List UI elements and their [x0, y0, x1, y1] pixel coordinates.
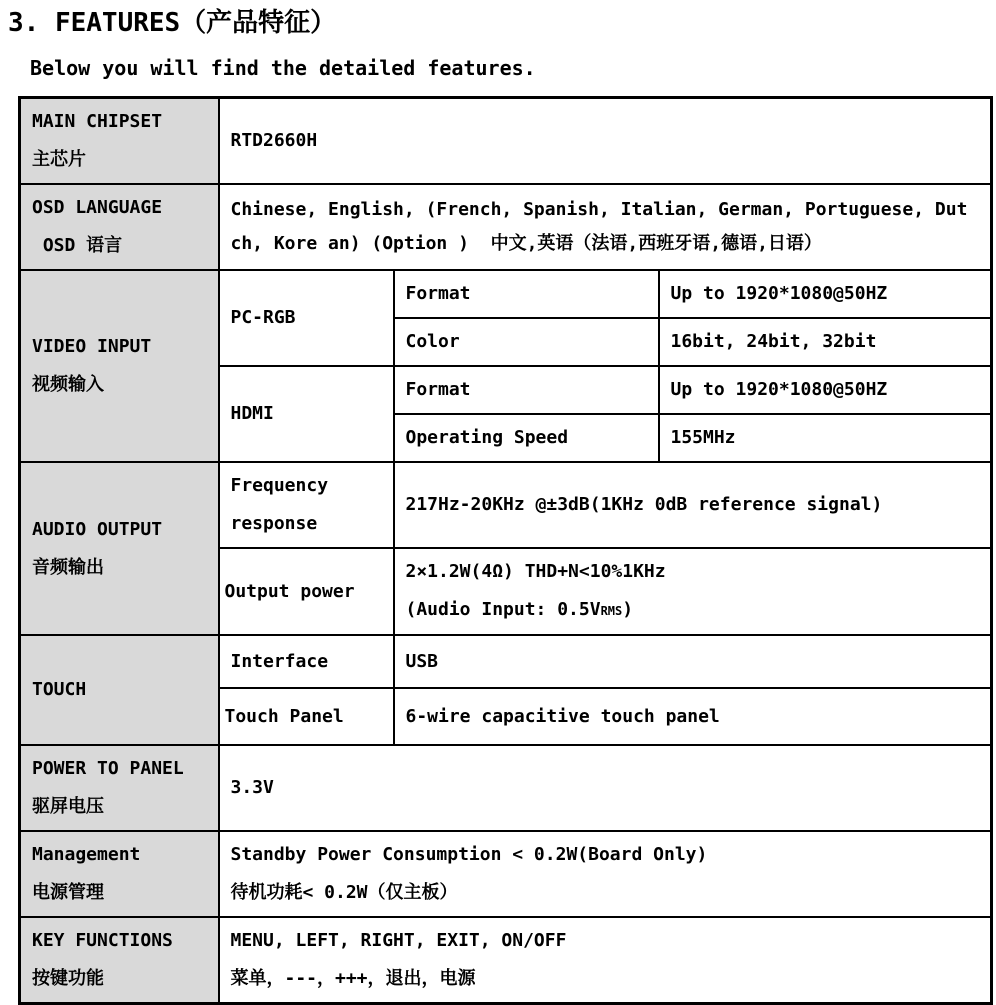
row-header-audio-output — [20, 462, 219, 635]
cell-value: 16bit, 24bit, 32bit — [670, 331, 877, 353]
cell-value: Up to 1920*1080@50HZ — [670, 379, 888, 401]
table-row-main-chipset — [20, 98, 992, 185]
cell-spec-value — [394, 548, 992, 635]
cell-main-chipset-value — [219, 98, 992, 185]
row-label-en: AUDIO OUTPUT — [32, 518, 163, 540]
cell-value-line2-post: ) — [622, 599, 634, 621]
table-row-video-input-pcrgb-format — [20, 270, 992, 318]
cell-value-line1: Chinese, English, (French, Spanish, Italian, German, Portuguese, Dut — [230, 199, 968, 221]
cell-value-line2: 菜单，---，+++，退出，电源 — [230, 968, 476, 990]
row-label-en: Management — [32, 844, 141, 866]
cell-management-value — [219, 831, 992, 917]
table-row-audio-frequency-response — [20, 462, 992, 548]
cell-value: Up to 1920*1080@50HZ — [670, 283, 888, 305]
table-row-management — [20, 831, 992, 917]
cell-value: Operating Speed — [405, 427, 569, 449]
row-label-zh: 驱屏电压 — [32, 796, 104, 818]
cell-value: Format — [405, 283, 471, 305]
cell-value: USB — [405, 650, 439, 672]
row-label-en: POWER TO PANEL — [32, 758, 184, 780]
cell-property — [394, 414, 659, 462]
table-row-osd-language — [20, 184, 992, 270]
cell-power-value — [219, 745, 992, 831]
cell-value: Format — [405, 379, 471, 401]
row-label-en: TOUCH — [32, 679, 87, 701]
table-row-touch-interface — [20, 635, 992, 688]
cell-property-line1: Frequency — [230, 475, 329, 497]
cell-spec-value — [394, 462, 992, 548]
cell-value: RTD2660H — [230, 130, 318, 152]
cell-property — [219, 688, 394, 745]
cell-value: Interface — [230, 650, 329, 672]
row-label-en: OSD LANGUAGE — [32, 197, 163, 219]
cell-source-pc-rgb — [219, 270, 394, 366]
row-header-power-to-panel — [20, 745, 219, 831]
row-header-management — [20, 831, 219, 917]
section-subheading: Below you will find the detailed features. — [30, 56, 536, 81]
cell-property-line2: response — [230, 513, 318, 535]
cell-value: PC-RGB — [230, 307, 296, 329]
row-header-touch — [20, 635, 219, 745]
cell-value: Color — [405, 331, 460, 353]
features-table — [18, 96, 993, 1005]
row-label-zh: 电源管理 — [32, 882, 104, 904]
cell-spec-value — [659, 318, 992, 366]
table-row-power-to-panel — [20, 745, 992, 831]
cell-value-line2: ch, Kore an) (Option ) 中文,英语（法语,西班牙语,德语,日语） — [230, 233, 822, 255]
cell-osd-language-value — [219, 184, 992, 270]
row-label-en: MAIN CHIPSET — [32, 111, 163, 133]
cell-value: 6-wire capacitive touch panel — [405, 705, 720, 727]
cell-value-line2 — [406, 591, 983, 630]
cell-value: 217Hz-20KHz @±3dB(1KHz 0dB reference signal) — [405, 494, 883, 516]
cell-spec-value — [659, 366, 992, 414]
cell-spec-value — [659, 270, 992, 318]
cell-value: 3.3V — [230, 777, 274, 799]
cell-value: Output power — [224, 580, 355, 602]
cell-spec-value — [394, 688, 992, 745]
row-header-main-chipset — [20, 98, 219, 185]
document-page — [0, 8, 996, 990]
cell-property — [219, 635, 394, 688]
cell-property — [219, 462, 394, 548]
row-label-en: KEY FUNCTIONS — [32, 930, 173, 952]
row-label-zh: 音频输出 — [32, 556, 104, 578]
cell-value-line2: 待机功耗< 0.2W（仅主板） — [230, 882, 458, 904]
cell-value-line1: Standby Power Consumption < 0.2W(Board Only) — [230, 844, 708, 866]
cell-spec-value — [394, 635, 992, 688]
cell-value-line2-pre: (Audio Input: 0.5V — [405, 599, 601, 621]
rms-subscript: RMS — [600, 604, 623, 619]
row-label-en: VIDEO INPUT — [32, 336, 152, 358]
cell-property — [394, 270, 659, 318]
table-row-key-functions — [20, 917, 992, 1004]
cell-value: HDMI — [230, 403, 274, 425]
row-header-key-functions — [20, 917, 219, 1004]
cell-property — [394, 318, 659, 366]
row-label-zh: 主芯片 — [32, 149, 86, 171]
cell-property — [394, 366, 659, 414]
cell-property — [219, 548, 394, 635]
cell-value: Touch Panel — [224, 705, 344, 727]
row-label-zh: 按键功能 — [32, 968, 104, 990]
cell-value-line1: 2×1.2W(4Ω) THD+N<10%1KHz — [405, 561, 666, 583]
row-label-zh: 视频输入 — [32, 374, 104, 396]
cell-source-hdmi — [219, 366, 394, 462]
row-header-osd-language — [20, 184, 219, 270]
cell-value: 155MHz — [670, 427, 736, 449]
row-header-video-input — [20, 270, 219, 462]
cell-value-line1: MENU, LEFT, RIGHT, EXIT, ON/OFF — [230, 930, 567, 952]
section-heading: 3. FEATURES（产品特征） — [8, 8, 337, 38]
row-label-zh: OSD 语言 — [32, 235, 123, 257]
cell-key-functions-value — [219, 917, 992, 1004]
cell-spec-value — [659, 414, 992, 462]
